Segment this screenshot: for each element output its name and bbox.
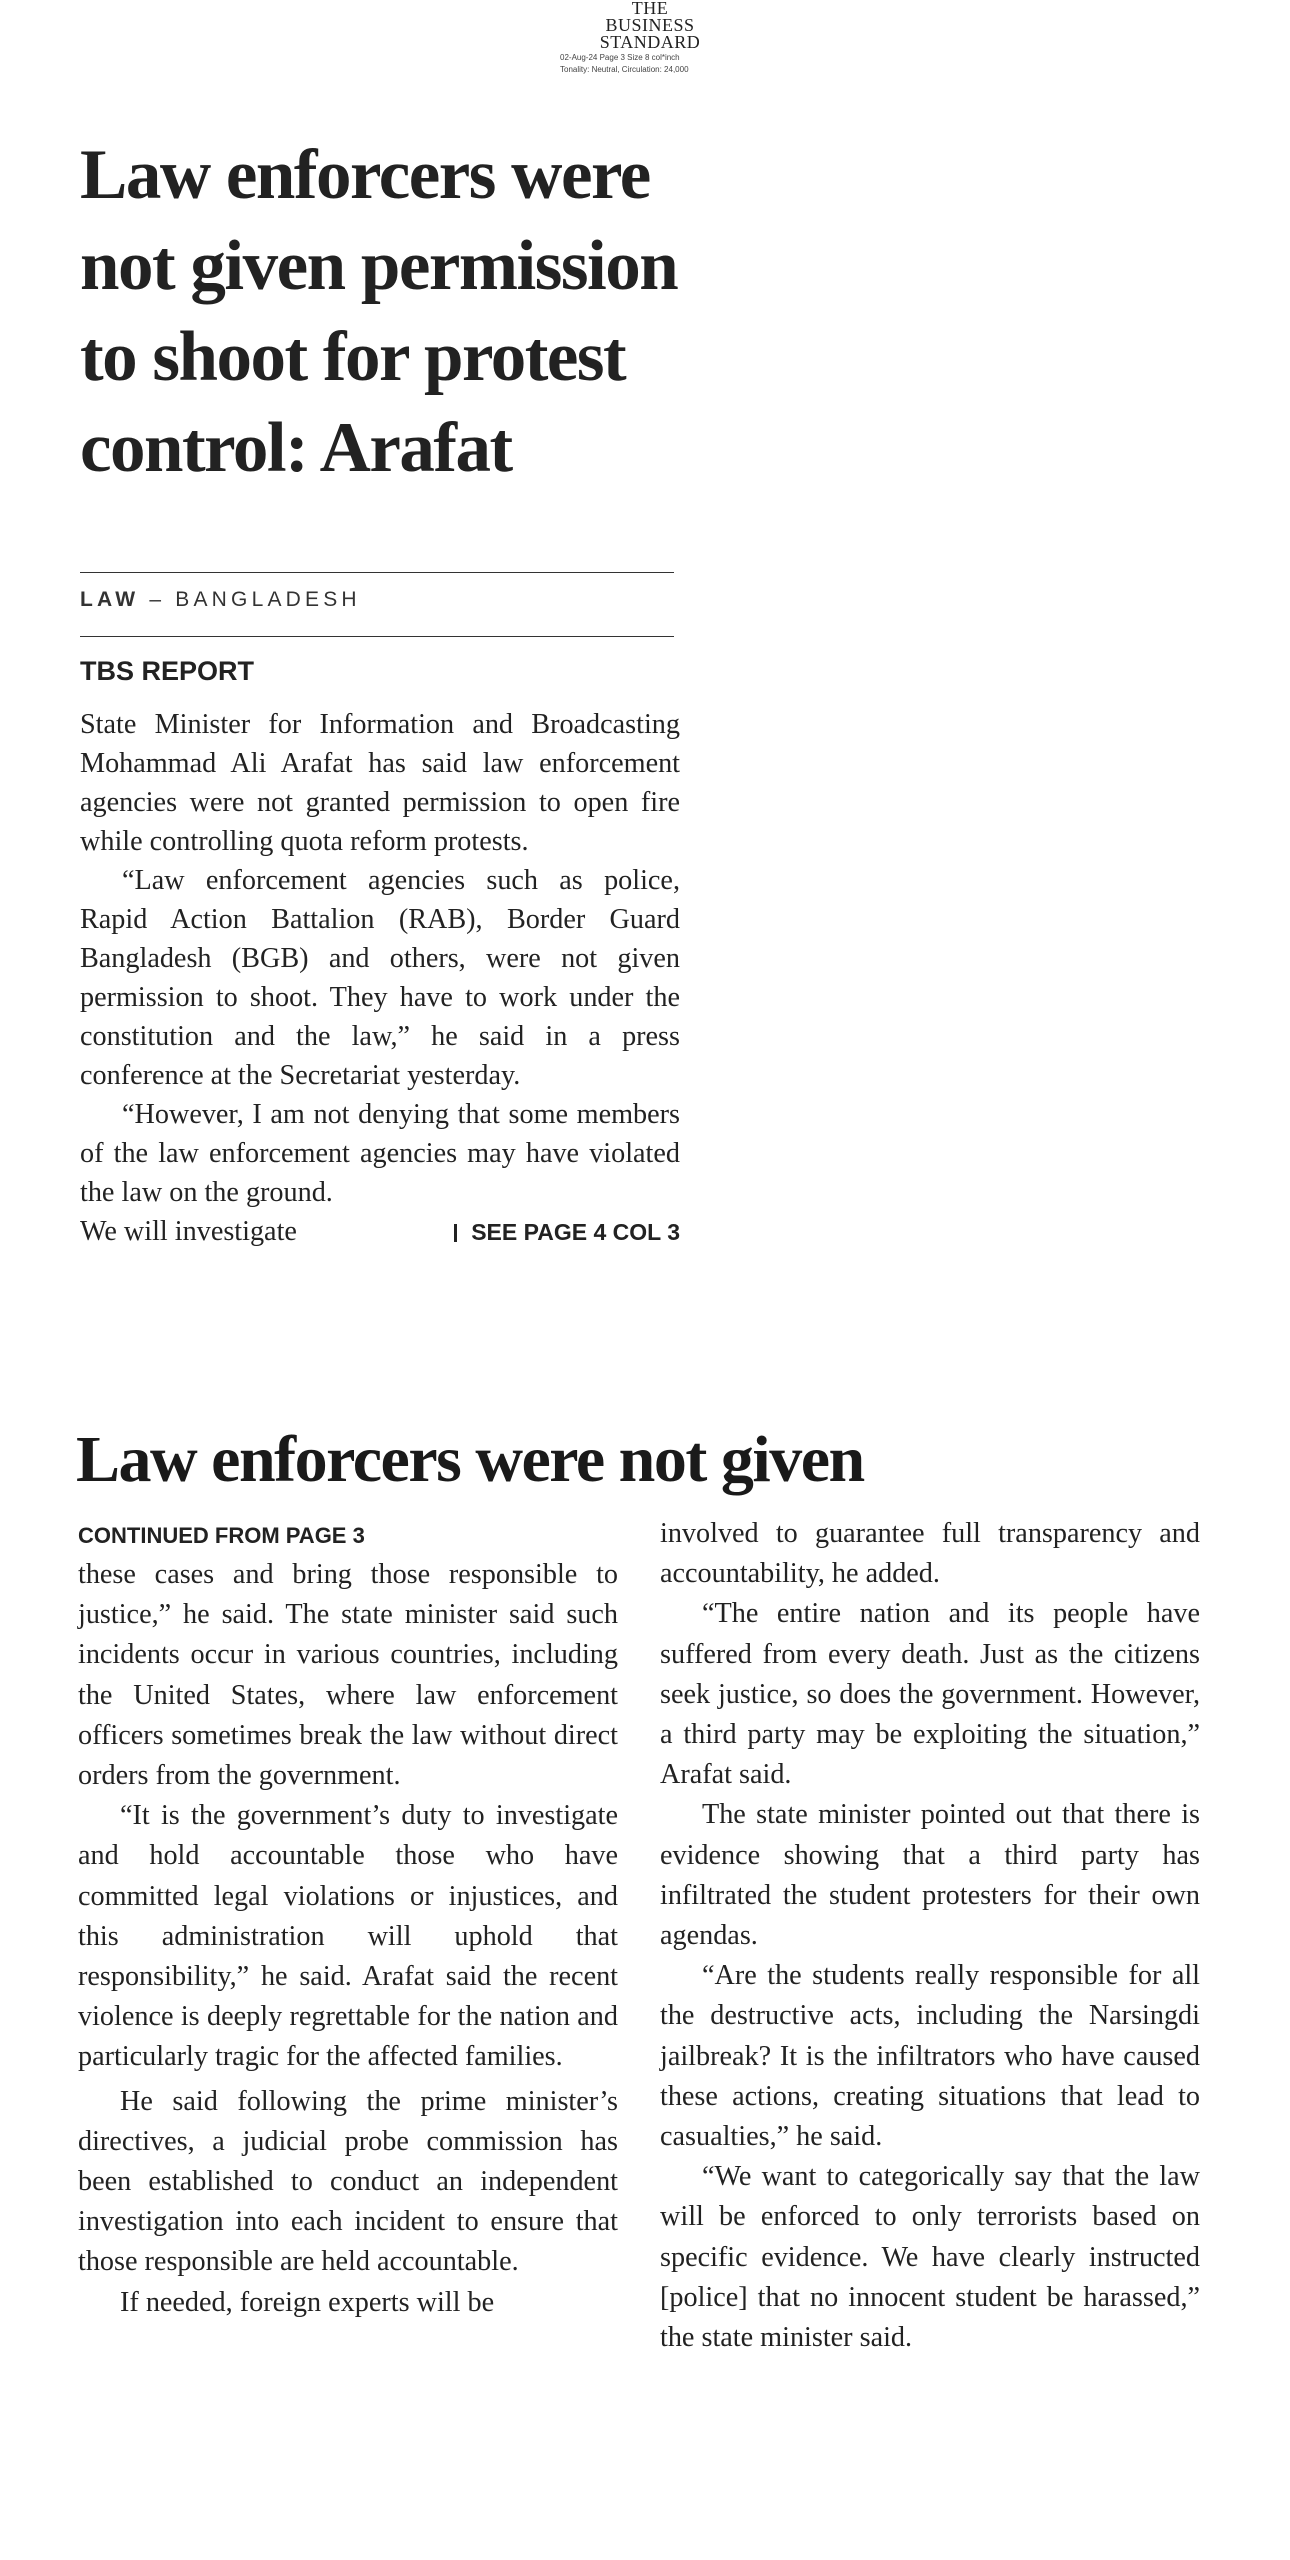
clipping-meta-2: Tonality: Neutral, Circulation: 24,000 bbox=[560, 65, 689, 74]
masthead-line-3: STANDARD bbox=[599, 32, 701, 52]
paragraph: “Are the students really responsible for all the destructive acts, including the Narsingdi jailbreak? It is the infiltrators who have caused these actions, creating situations that lead to casualties,” he said. bbox=[660, 1960, 1200, 2153]
continuation-column-right bbox=[660, 1514, 1200, 2358]
paragraph: State Minister for Information and Broadcasting Mohammad Ali Arafat has said law enforcement agencies were not granted permission to open fire while controlling quota reform protests. bbox=[80, 709, 680, 857]
article-body bbox=[80, 705, 680, 1252]
paragraph: He said following the prime minister’s directives, a judicial probe commission has been established to conduct an independent investigation into each incident to ensure that those responsible are held accountable. bbox=[78, 2085, 618, 2278]
paragraph-tail: We will investigate bbox=[80, 1216, 297, 1247]
masthead-line-2: BUSINESS bbox=[605, 15, 695, 35]
clipping-meta-1: 02-Aug-24 Page 3 Size 8 col*inch bbox=[560, 53, 680, 62]
paragraph: these cases and bring those responsible to justice,” he said. The state minister said such incidents occur in various countries, including the United States, where law enforcement officers sometimes break the law without direct orders from the government. bbox=[78, 1559, 618, 1792]
byline: TBS REPORT bbox=[80, 656, 255, 686]
masthead-line-1: THE bbox=[631, 0, 669, 18]
paragraph: involved to guarantee full transparency and accountability, he added. bbox=[660, 1518, 1200, 1590]
continued-from-label: CONTINUED FROM PAGE 3 bbox=[78, 1523, 365, 1548]
continuation-headline: Law enforcers were not given bbox=[76, 1423, 864, 1496]
subsection-name: BANGLADESH bbox=[175, 588, 361, 611]
jump-text: SEE PAGE 4 COL 3 bbox=[471, 1219, 680, 1245]
continued-link[interactable] bbox=[454, 1213, 680, 1252]
paragraph: The state minister pointed out that there is evidence showing that a third party has infiltrated the student protesters for their own agendas. bbox=[660, 1799, 1200, 1952]
continuation-column-left bbox=[78, 1555, 618, 2323]
article-headline: Law enforcers were not given permission to shoot for protest control: Arafat bbox=[80, 136, 678, 487]
section-label bbox=[80, 588, 680, 612]
paragraph: “However, I am not denying that some members of the law enforcement agencies may have violated the law on the ground. bbox=[80, 1099, 680, 1208]
section-separator: – bbox=[149, 588, 166, 611]
paragraph: If needed, foreign experts will be bbox=[120, 2286, 495, 2318]
paragraph: “The entire nation and its people have suffered from every death. Just as the citizens seek justice, so does the government. However, a third party may be exploiting the situation,” Arafat said. bbox=[660, 1598, 1200, 1791]
jump-line bbox=[80, 1212, 680, 1252]
paragraph: “Law enforcement agencies such as police, Rapid Action Battalion (RAB), Border Guard Bangladesh (BGB) and others, were not given permission to shoot. They have to work under the constitution and the law,” he said in a press conference at the Secretariat yesterday. bbox=[80, 865, 680, 1091]
masthead bbox=[560, 0, 740, 75]
section-name: LAW bbox=[80, 588, 140, 611]
paragraph: “It is the government’s duty to investigate and hold accountable those who have committed legal violations or injustices, and this administration will uphold that responsibility,” he said. Arafat said the recent violence is deeply regrettable for the nation and particularly tragic for the affected families. bbox=[78, 1800, 618, 2073]
divider-bottom bbox=[80, 636, 674, 637]
paragraph: “We want to categorically say that the law will be enforced to only terrorists based on specific evidence. We have clearly instructed [police] that no innocent student be harassed,” the state minister said. bbox=[660, 2161, 1200, 2354]
jump-bar-icon bbox=[454, 1224, 457, 1242]
divider-top bbox=[80, 572, 674, 573]
